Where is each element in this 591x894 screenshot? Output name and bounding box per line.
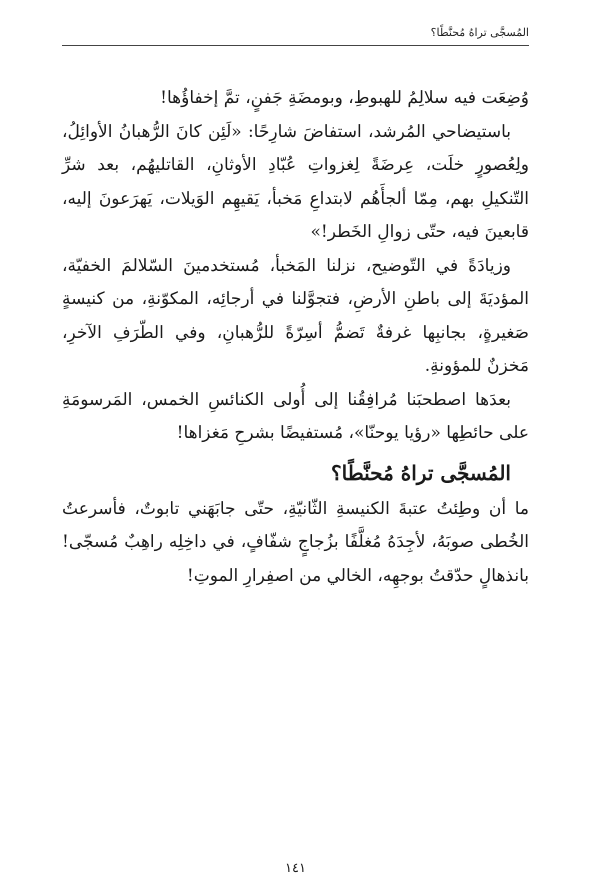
page-number: ١٤١ xyxy=(285,861,306,876)
header-divider xyxy=(62,45,529,46)
running-header: المُسجَّى تراهُ مُحنَّطًا؟ xyxy=(430,26,529,39)
paragraph-1: وُضِعَت فيه سلالِمُ للهبوطِ، وبومضَةِ جَفنٍ، تمَّ إخفاؤُها! xyxy=(160,88,529,108)
paragraph-3: وزيادَةً في التّوضيح، نزلنا المَخبأ، مُستخدمينَ السّلالمَ الخفيّة، المؤديَةَ إلى باطنِ الأرضِ، فتجوَّلنا في أرجائِه، المكوّنةِ، من كنيسةٍ صَغيرةٍ، بجانبِها غرفةٌ تَضمُّ أسِرّةً للرُّهبانِ، وفي الطّرَفِ الآخرِ، مَخزنٌ للمؤونةِ. xyxy=(62,255,529,376)
page-body xyxy=(62,82,529,593)
paragraph-4: بعدَها اصطحبَنا مُرافِقُنا إلى أُولى الكنائسِ الخمس، المَرسومَةِ على حائطِها «رؤيا يوحنّا»، مُستفيضًا بشرحِ مَغزاها! xyxy=(62,389,529,443)
paragraph-2: باستيضاحي المُرشد، استفاضَ شارِحًا: «لَئِن كانَ الرُّهبانُ الأوائِلُ، ولِعُصورٍ خلَت، عِرضَةً لِغزواتِ عُبّادِ الأوثانِ، القاتليهُم، بعد شرِّ التّنكيلِ بهم، مِمّا ألجأَهُم لابتداعِ مَخبأ، يَقيهِم الوَيلات، يَهرَعونَ إليه، قابعينَ فيه، حتّى زوالِ الخَطر!» xyxy=(62,121,529,242)
section-paragraph: ما أن وطِئتُ عتبةَ الكنيسةِ الثّانيّةِ، حتّى جابَهَني تابوتٌ، فأسرعتُ الخُطى صوبَهُ، لأجِدَهُ مُغلَّفًا بزُجاجٍ شفّافٍ، في داخِلِه راهِبٌ مُسجّى! بانذهالٍ حدّقتُ بوجهِه، الخالي من اصفِرارِ الموتِ! xyxy=(62,498,529,586)
section-heading: المُسجَّى تراهُ مُحنَّطًا؟ xyxy=(331,460,511,485)
